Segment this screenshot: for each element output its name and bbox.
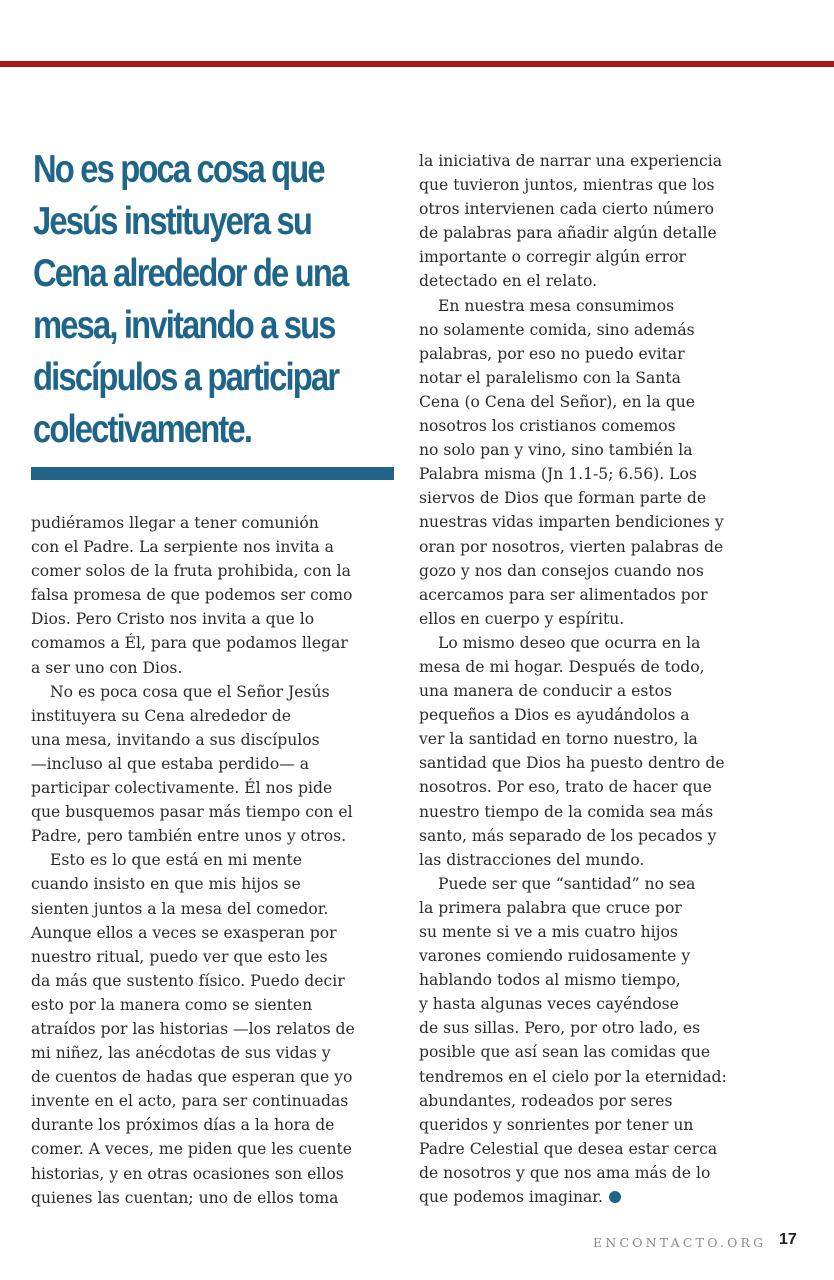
text-line-content: Esto es lo que está en mi mente: [50, 851, 302, 870]
text-line: [419, 414, 789, 438]
text-line-content: la primera palabra que cruce por: [419, 898, 682, 917]
text-line: [419, 197, 789, 221]
text-line: [419, 535, 789, 559]
text-line: [419, 1089, 789, 1113]
text-line: [31, 993, 401, 1017]
page-number: 17: [779, 1231, 797, 1248]
text-line: [419, 245, 789, 269]
pull-quote-line: colectivamente.: [33, 408, 252, 451]
text-line: [31, 921, 401, 945]
text-line: [419, 872, 789, 896]
text-line-content: participar colectivamente. Él nos pide: [31, 779, 333, 798]
text-line-content: con el Padre. La serpiente nos invita a: [31, 538, 334, 557]
text-line-content: nosotros los cristianos comemos: [419, 417, 676, 436]
text-line-content: siervos de Dios que forman parte de: [419, 489, 707, 508]
text-line-content: oran por nosotros, vierten palabras de: [419, 537, 724, 556]
text-line: [31, 969, 401, 993]
text-line-content: Cena (o Cena del Señor), en la que: [419, 392, 696, 411]
text-line: [31, 897, 401, 921]
pull-quote-line: Jesús instituyera su: [33, 200, 312, 243]
pull-quote-line: discípulos a participar: [33, 356, 339, 399]
text-line-content: santidad que Dios ha puesto dentro de: [419, 754, 725, 773]
text-line-content: instituyera su Cena alrededor de: [31, 706, 291, 725]
text-line: [419, 342, 789, 366]
text-line: [419, 727, 789, 751]
text-line: [419, 1065, 789, 1089]
top-rule: [0, 61, 834, 67]
text-line: [31, 631, 401, 655]
text-line: [31, 800, 401, 824]
text-line-content: —incluso al que estaba perdido— a: [31, 754, 310, 773]
text-line-content: las distracciones del mundo.: [419, 850, 645, 869]
text-line: [419, 149, 789, 173]
pull-quote-line: Cena alrededor de una: [33, 252, 348, 295]
text-line: [419, 510, 789, 534]
text-line: [31, 1089, 401, 1113]
text-line: [419, 607, 789, 631]
text-line-content: Padre Celestial que desea estar cerca: [419, 1139, 718, 1158]
text-line-content: santo, más separado de los pecados y: [419, 826, 717, 845]
text-line: [419, 968, 789, 992]
text-line-content: palabras, por eso no puedo evitar: [419, 344, 685, 363]
text-line: [419, 655, 789, 679]
text-line-content: de nosotros y que nos ama más de lo: [419, 1163, 711, 1182]
text-line-content: no solamente comida, sino además: [419, 320, 695, 339]
text-line-content: a ser uno con Dios.: [31, 658, 183, 677]
text-line: [419, 1113, 789, 1137]
text-line-content: invente en el acto, para ser continuadas: [31, 1092, 349, 1111]
text-line-content: Dios. Pero Cristo nos invita a que lo: [31, 610, 315, 629]
text-line: [419, 824, 789, 848]
text-line: [31, 776, 401, 800]
text-line-content: comer solos de la fruta prohibida, con la: [31, 562, 351, 581]
text-line: [419, 390, 789, 414]
text-line: [419, 438, 789, 462]
text-line: [419, 920, 789, 944]
text-line-content: de palabras para añadir algún detalle: [419, 224, 717, 243]
text-line-content: cuando insisto en que mis hijos se: [31, 875, 301, 894]
text-line: [31, 1137, 401, 1161]
pull-quote-bar: [31, 467, 394, 480]
text-line: [419, 486, 789, 510]
text-line: [31, 752, 401, 776]
text-line: [419, 751, 789, 775]
footer-site[interactable]: ENCONTACTO.ORG: [593, 1235, 767, 1250]
text-line-content: sienten juntos a la mesa del comedor.: [31, 899, 329, 918]
text-line-content: nuestro tiempo de la comida sea más: [419, 802, 714, 821]
text-line: [31, 1113, 401, 1137]
text-line-content: comer. A veces, me piden que les cuente: [31, 1140, 353, 1159]
text-line: [31, 680, 401, 704]
end-mark-icon: [609, 1191, 621, 1203]
body-column-right: [419, 149, 789, 1209]
text-line: [31, 656, 401, 680]
text-line-content: notar el paralelismo con la Santa: [419, 368, 681, 387]
text-line-content: una manera de conducir a estos: [419, 682, 673, 701]
body-column-left: [31, 511, 401, 1210]
text-line-content: varones comiendo ruidosamente y: [419, 947, 691, 966]
text-line: [31, 1186, 401, 1210]
text-line: [419, 631, 789, 655]
text-line: [419, 294, 789, 318]
text-line-content: falsa promesa de que podemos ser como: [31, 586, 353, 605]
text-line-content: que busquemos pasar más tiempo con el: [31, 803, 353, 822]
text-line-content: historias, y en otras ocasiones son ellos: [31, 1164, 344, 1183]
text-line: [419, 992, 789, 1016]
text-line: [419, 775, 789, 799]
text-line-content: Padre, pero también entre unos y otros.: [31, 827, 347, 846]
text-line-content: su mente si ve a mis cuatro hijos: [419, 923, 678, 941]
text-line: [31, 1162, 401, 1186]
text-line-content: No es poca cosa que el Señor Jesús: [50, 682, 330, 701]
text-line-content: nuestro ritual, puedo ver que esto les: [31, 947, 328, 966]
text-line-content: queridos y sonrientes por tener un: [419, 1115, 694, 1134]
text-line: [419, 1137, 789, 1161]
text-line: [31, 704, 401, 728]
text-line: [419, 583, 789, 607]
text-line-content: En nuestra mesa consumimos: [438, 296, 675, 315]
text-line-content: nuestras vidas imparten bendiciones y: [419, 513, 724, 532]
text-line-content: Aunque ellos a veces se exasperan por: [31, 923, 337, 942]
text-line-content: comamos a Él, para que podamos llegar: [31, 634, 348, 653]
text-line: [419, 1161, 789, 1185]
text-line: [419, 679, 789, 703]
text-line-content: y hasta algunas veces cayéndose: [419, 995, 679, 1014]
text-line-content: pequeños a Dios es ayudándolos a: [419, 706, 690, 725]
text-line: [31, 607, 401, 631]
text-line: [419, 462, 789, 486]
text-line-content: una mesa, invitando a sus discípulos: [31, 730, 320, 749]
text-line-content: nosotros. Por eso, trato de hacer que: [419, 778, 712, 797]
text-line-content: otros intervienen cada cierto número: [419, 200, 714, 219]
text-line: [31, 583, 401, 607]
text-line: [419, 1185, 789, 1209]
text-line-content: hablando todos al mismo tiempo,: [419, 971, 681, 990]
text-line: [31, 848, 401, 872]
text-line-content: Lo mismo deseo que ocurra en la: [438, 633, 701, 652]
text-line: [419, 221, 789, 245]
text-line-content: de sus sillas. Pero, por otro lado, es: [419, 1019, 701, 1038]
text-line-content: quienes las cuentan; uno de ellos toma: [31, 1188, 339, 1207]
text-line-content: ellos en cuerpo y espíritu.: [419, 609, 625, 628]
text-line-content: la iniciativa de narrar una experiencia: [419, 152, 723, 170]
text-line: [419, 269, 789, 293]
text-line: [31, 535, 401, 559]
text-line-content: pudiéramos llegar a tener comunión: [31, 514, 319, 532]
text-line-content: que podemos imaginar.: [419, 1188, 604, 1207]
text-line-content: abundantes, rodeados por seres: [419, 1091, 673, 1110]
text-line-content: detectado en el relato.: [419, 272, 598, 291]
text-line: [419, 559, 789, 583]
text-line: [419, 1040, 789, 1064]
text-line-content: mi niñez, las anécdotas de sus vidas y: [31, 1044, 331, 1063]
text-line: [419, 944, 789, 968]
text-line: [419, 173, 789, 197]
text-line-content: tendremos en el cielo por la eternidad:: [419, 1067, 727, 1086]
text-line: [419, 318, 789, 342]
text-line-content: Puede ser que “santidad” no sea: [438, 874, 696, 893]
text-line: [419, 896, 789, 920]
text-line-content: ver la santidad en torno nuestro, la: [419, 730, 698, 749]
pull-quote-line: No es poca cosa que: [33, 148, 324, 191]
text-line: [419, 848, 789, 872]
text-line: [31, 872, 401, 896]
text-line: [419, 1016, 789, 1040]
text-line-content: Palabra misma (Jn 1.1-5; 6.56). Los: [419, 465, 697, 484]
text-line-content: que tuvieron juntos, mientras que los: [419, 176, 715, 195]
text-line-content: acercamos para ser alimentados por: [419, 585, 708, 604]
text-line-content: no solo pan y vino, sino también la: [419, 441, 693, 460]
text-line-content: importante o corregir algún error: [419, 248, 686, 267]
text-line-content: da más que sustento físico. Puedo decir: [31, 971, 345, 990]
text-line-content: posible que así sean las comidas que: [419, 1043, 711, 1062]
text-line-content: durante los próximos días a la hora de: [31, 1116, 335, 1135]
text-line: [31, 824, 401, 848]
text-line: [31, 511, 401, 535]
text-line-content: mesa de mi hogar. Después de todo,: [419, 657, 705, 676]
text-line-content: gozo y nos dan consejos cuando nos: [419, 561, 704, 580]
pull-quote: [33, 144, 403, 456]
text-line: [31, 559, 401, 583]
text-line: [31, 945, 401, 969]
text-line: [31, 1065, 401, 1089]
text-line: [419, 366, 789, 390]
pull-quote-line: mesa, invitando a sus: [33, 304, 335, 347]
text-line: [419, 703, 789, 727]
text-line-content: esto por la manera como se sienten: [31, 995, 313, 1014]
text-line: [419, 800, 789, 824]
text-line-content: de cuentos de hadas que esperan que yo: [31, 1068, 353, 1087]
text-line: [31, 1041, 401, 1065]
text-line: [31, 1017, 401, 1041]
text-line-content: atraídos por las historias —los relatos de: [31, 1019, 355, 1038]
text-line: [31, 728, 401, 752]
